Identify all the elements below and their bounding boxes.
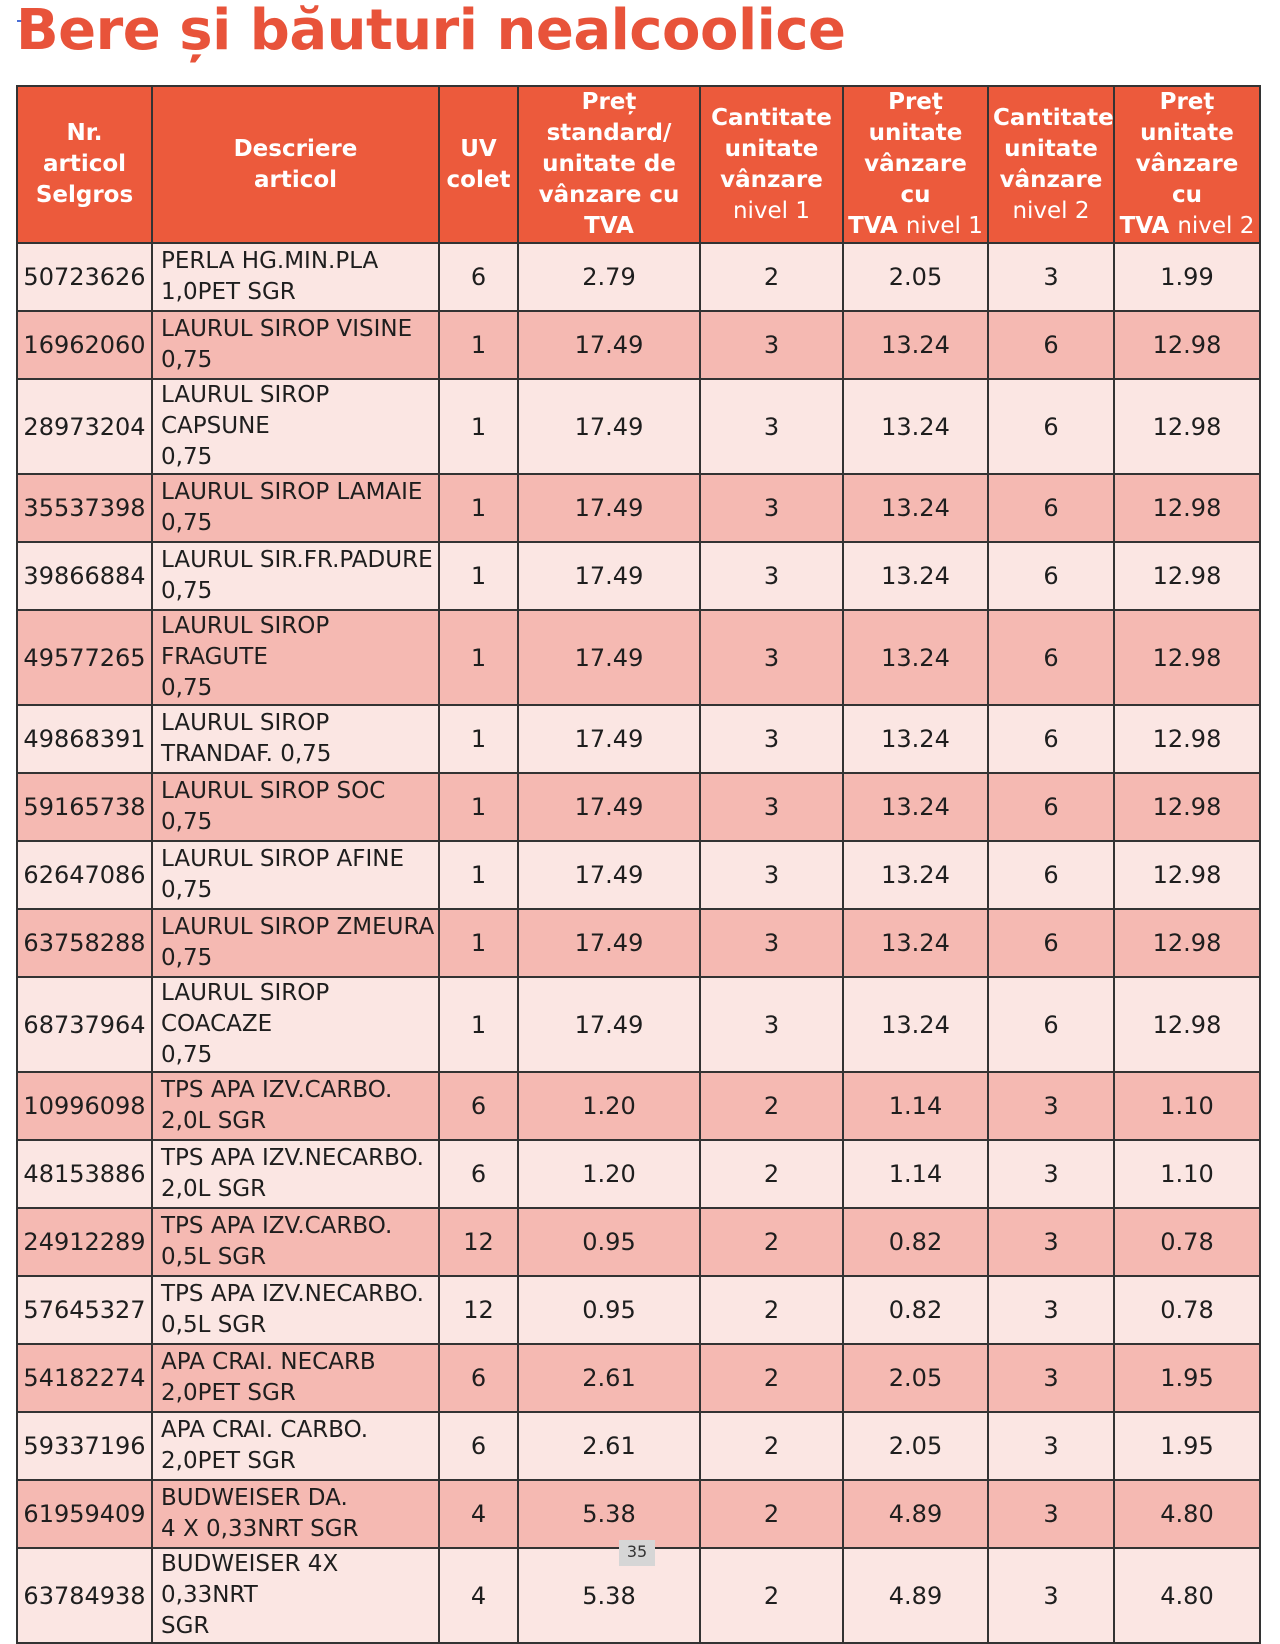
cell-pret-nivel-2: 4.80 <box>1114 1480 1260 1548</box>
cell-uv-colet: 1 <box>439 379 518 474</box>
cell-pret-nivel-1: 13.24 <box>843 474 988 542</box>
cell-cantitate-nivel-2: 3 <box>988 1140 1114 1208</box>
cell-descriere <box>152 379 439 474</box>
desc-line-2: SGR <box>161 1613 210 1639</box>
cell-pret-nivel-2: 12.98 <box>1114 474 1260 542</box>
cell-pret-nivel-1: 13.24 <box>843 773 988 841</box>
cell-cantitate-nivel-1: 3 <box>700 841 843 909</box>
cell-nr-articol: 48153886 <box>17 1140 152 1208</box>
desc-line-1: BUDWEISER DA. <box>161 1485 348 1511</box>
desc-line-2: 0,5L SGR <box>161 1312 267 1338</box>
cell-uv-colet: 12 <box>439 1208 518 1276</box>
cell-pret-standard: 17.49 <box>518 977 700 1072</box>
table-row <box>17 243 1260 311</box>
cell-cantitate-nivel-2: 6 <box>988 610 1114 705</box>
cell-descriere <box>152 610 439 705</box>
cell-cantitate-nivel-2: 6 <box>988 909 1114 977</box>
desc-line-2: 0,75 <box>161 877 213 903</box>
cell-cantitate-nivel-2: 3 <box>988 1412 1114 1480</box>
cell-pret-nivel-1: 13.24 <box>843 379 988 474</box>
desc-line-2: 0,75 <box>161 945 213 971</box>
cell-cantitate-nivel-2: 6 <box>988 773 1114 841</box>
header-cantitate-nivel-1: Cantitate unitate vânzare nivel 1 <box>700 86 843 243</box>
cell-descriere <box>152 1140 439 1208</box>
cell-cantitate-nivel-2: 6 <box>988 977 1114 1072</box>
cell-pret-standard: 5.38 <box>518 1548 700 1643</box>
cell-uv-colet: 1 <box>439 542 518 610</box>
cell-pret-nivel-2: 12.98 <box>1114 610 1260 705</box>
cell-cantitate-nivel-2: 3 <box>988 1480 1114 1548</box>
table-row <box>17 705 1260 773</box>
cell-pret-nivel-1: 4.89 <box>843 1548 988 1643</box>
cell-descriere <box>152 977 439 1072</box>
cell-uv-colet: 1 <box>439 705 518 773</box>
desc-line-2: 0,75 <box>161 809 213 835</box>
cell-cantitate-nivel-2: 3 <box>988 1548 1114 1643</box>
cell-cantitate-nivel-1: 3 <box>700 773 843 841</box>
cell-descriere <box>152 1072 439 1140</box>
cell-pret-nivel-2: 0.78 <box>1114 1276 1260 1344</box>
cell-nr-articol: 54182274 <box>17 1344 152 1412</box>
cell-pret-standard: 0.95 <box>518 1208 700 1276</box>
cell-cantitate-nivel-2: 6 <box>988 705 1114 773</box>
cell-pret-standard: 17.49 <box>518 542 700 610</box>
page-number: 35 <box>619 1540 655 1566</box>
desc-line-1: LAURUL SIROP AFINE <box>161 846 404 872</box>
cell-cantitate-nivel-1: 3 <box>700 379 843 474</box>
cell-uv-colet: 4 <box>439 1480 518 1548</box>
cell-uv-colet: 1 <box>439 841 518 909</box>
cell-nr-articol: 50723626 <box>17 243 152 311</box>
table-row <box>17 474 1260 542</box>
cell-uv-colet: 1 <box>439 474 518 542</box>
cell-pret-standard: 1.20 <box>518 1072 700 1140</box>
cell-pret-nivel-1: 13.24 <box>843 311 988 379</box>
desc-line-1: TPS APA IZV.NECARBO. <box>161 1281 424 1307</box>
cell-nr-articol: 68737964 <box>17 977 152 1072</box>
table-row <box>17 1344 1260 1412</box>
table-row <box>17 1412 1260 1480</box>
cell-pret-nivel-2: 1.95 <box>1114 1412 1260 1480</box>
cell-descriere <box>152 311 439 379</box>
cell-descriere <box>152 909 439 977</box>
cell-pret-nivel-1: 1.14 <box>843 1072 988 1140</box>
cell-uv-colet: 6 <box>439 1140 518 1208</box>
header-pret-nivel-1: Preț unitate vânzare cu TVA nivel 1 <box>843 86 988 243</box>
cell-cantitate-nivel-2: 3 <box>988 1276 1114 1344</box>
cell-nr-articol: 63784938 <box>17 1548 152 1643</box>
header-nr-articol: Nr. articol Selgros <box>17 86 152 243</box>
cell-pret-nivel-1: 0.82 <box>843 1276 988 1344</box>
table-row <box>17 379 1260 474</box>
cell-pret-nivel-1: 13.24 <box>843 909 988 977</box>
desc-line-1: TPS APA IZV.NECARBO. <box>161 1145 424 1171</box>
cell-cantitate-nivel-2: 6 <box>988 841 1114 909</box>
cell-uv-colet: 6 <box>439 1344 518 1412</box>
desc-line-1: LAURUL SIR.FR.PADURE <box>161 547 433 573</box>
header-uv-colet: UV colet <box>439 86 518 243</box>
table-row <box>17 1208 1260 1276</box>
cell-pret-standard: 17.49 <box>518 311 700 379</box>
cell-cantitate-nivel-2: 3 <box>988 1072 1114 1140</box>
cell-descriere <box>152 705 439 773</box>
cell-pret-nivel-2: 12.98 <box>1114 773 1260 841</box>
desc-line-1: TPS APA IZV.CARBO. <box>161 1213 393 1239</box>
cell-pret-nivel-2: 12.98 <box>1114 311 1260 379</box>
cell-pret-standard: 17.49 <box>518 841 700 909</box>
cell-nr-articol: 59165738 <box>17 773 152 841</box>
desc-line-2: 0,75 <box>161 578 213 604</box>
desc-line-1: TPS APA IZV.CARBO. <box>161 1077 393 1103</box>
cell-uv-colet: 1 <box>439 610 518 705</box>
page-title: Bere și băuturi nealcoolice <box>16 0 846 63</box>
cell-pret-nivel-1: 13.24 <box>843 705 988 773</box>
cell-uv-colet: 1 <box>439 909 518 977</box>
cell-descriere <box>152 1548 439 1643</box>
cell-cantitate-nivel-1: 3 <box>700 542 843 610</box>
cell-pret-nivel-2: 12.98 <box>1114 909 1260 977</box>
table-row <box>17 773 1260 841</box>
cell-nr-articol: 28973204 <box>17 379 152 474</box>
cell-descriere <box>152 773 439 841</box>
table-row <box>17 977 1260 1072</box>
cell-cantitate-nivel-1: 3 <box>700 909 843 977</box>
desc-line-1: PERLA HG.MIN.PLA <box>161 248 379 274</box>
cell-cantitate-nivel-2: 6 <box>988 311 1114 379</box>
cell-cantitate-nivel-1: 3 <box>700 705 843 773</box>
cell-cantitate-nivel-1: 2 <box>700 243 843 311</box>
cell-nr-articol: 61959409 <box>17 1480 152 1548</box>
cell-uv-colet: 1 <box>439 311 518 379</box>
cell-descriere <box>152 243 439 311</box>
cell-uv-colet: 6 <box>439 1072 518 1140</box>
cell-cantitate-nivel-1: 2 <box>700 1412 843 1480</box>
cell-pret-standard: 17.49 <box>518 610 700 705</box>
cell-descriere <box>152 542 439 610</box>
cell-nr-articol: 49577265 <box>17 610 152 705</box>
header-cantitate-nivel-2: Cantitate unitate vânzare nivel 2 <box>988 86 1114 243</box>
cell-pret-standard: 2.61 <box>518 1344 700 1412</box>
header-row <box>17 86 1260 243</box>
cell-cantitate-nivel-2: 6 <box>988 379 1114 474</box>
cell-nr-articol: 63758288 <box>17 909 152 977</box>
table-row <box>17 610 1260 705</box>
cell-uv-colet: 1 <box>439 977 518 1072</box>
desc-line-1: LAURUL SIROP CAPSUNE <box>161 382 330 439</box>
cell-nr-articol: 16962060 <box>17 311 152 379</box>
cell-nr-articol: 59337196 <box>17 1412 152 1480</box>
desc-line-2: 0,75 <box>161 347 213 373</box>
cell-pret-standard: 17.49 <box>518 773 700 841</box>
desc-line-1: APA CRAI. NECARB <box>161 1349 376 1375</box>
cell-pret-nivel-2: 1.10 <box>1114 1072 1260 1140</box>
cell-pret-nivel-1: 13.24 <box>843 977 988 1072</box>
cell-pret-standard: 17.49 <box>518 705 700 773</box>
header-pret-standard: Preț standard/ unitate de vânzare cu TVA <box>518 86 700 243</box>
table-row <box>17 542 1260 610</box>
desc-line-1: BUDWEISER 4X 0,33NRT <box>161 1551 339 1608</box>
cell-descriere <box>152 841 439 909</box>
cell-cantitate-nivel-1: 2 <box>700 1072 843 1140</box>
desc-line-2: 1,0PET SGR <box>161 279 296 305</box>
desc-line-1: LAURUL SIROP <box>161 710 330 736</box>
cell-pret-nivel-1: 1.14 <box>843 1140 988 1208</box>
cell-pret-nivel-2: 12.98 <box>1114 379 1260 474</box>
cell-cantitate-nivel-1: 2 <box>700 1208 843 1276</box>
cell-pret-nivel-1: 0.82 <box>843 1208 988 1276</box>
desc-line-2: 2,0L SGR <box>161 1108 267 1134</box>
cell-pret-nivel-2: 1.95 <box>1114 1344 1260 1412</box>
cell-nr-articol: 35537398 <box>17 474 152 542</box>
cell-uv-colet: 12 <box>439 1276 518 1344</box>
cell-nr-articol: 62647086 <box>17 841 152 909</box>
cell-uv-colet: 4 <box>439 1548 518 1643</box>
cell-pret-nivel-2: 12.98 <box>1114 542 1260 610</box>
cell-cantitate-nivel-2: 3 <box>988 243 1114 311</box>
desc-line-2: 0,75 <box>161 444 213 470</box>
cell-pret-nivel-2: 12.98 <box>1114 841 1260 909</box>
cell-pret-nivel-1: 13.24 <box>843 542 988 610</box>
cell-descriere <box>152 1412 439 1480</box>
desc-line-2: 2,0PET SGR <box>161 1448 296 1474</box>
cell-uv-colet: 1 <box>439 773 518 841</box>
cell-cantitate-nivel-1: 3 <box>700 610 843 705</box>
cell-pret-nivel-2: 1.99 <box>1114 243 1260 311</box>
cell-nr-articol: 10996098 <box>17 1072 152 1140</box>
cell-pret-standard: 5.38 <box>518 1480 700 1548</box>
cell-cantitate-nivel-1: 3 <box>700 977 843 1072</box>
cell-cantitate-nivel-1: 2 <box>700 1548 843 1643</box>
cell-pret-nivel-2: 12.98 <box>1114 977 1260 1072</box>
desc-line-2: 0,75 <box>161 1042 213 1068</box>
cell-cantitate-nivel-2: 6 <box>988 474 1114 542</box>
cell-cantitate-nivel-2: 3 <box>988 1208 1114 1276</box>
header-pret-nivel-2: Preț unitate vânzare cu TVA nivel 2 <box>1114 86 1260 243</box>
cell-nr-articol: 39866884 <box>17 542 152 610</box>
cell-nr-articol: 24912289 <box>17 1208 152 1276</box>
desc-line-2: 0,75 <box>161 510 213 536</box>
cell-pret-standard: 17.49 <box>518 379 700 474</box>
desc-line-2: 2,0PET SGR <box>161 1380 296 1406</box>
cell-pret-standard: 0.95 <box>518 1276 700 1344</box>
cell-pret-nivel-1: 2.05 <box>843 1412 988 1480</box>
cell-nr-articol: 57645327 <box>17 1276 152 1344</box>
cell-cantitate-nivel-1: 3 <box>700 474 843 542</box>
cell-cantitate-nivel-1: 2 <box>700 1480 843 1548</box>
cell-pret-nivel-1: 4.89 <box>843 1480 988 1548</box>
cell-pret-standard: 17.49 <box>518 909 700 977</box>
cell-cantitate-nivel-1: 2 <box>700 1344 843 1412</box>
cell-cantitate-nivel-2: 6 <box>988 542 1114 610</box>
cell-nr-articol: 49868391 <box>17 705 152 773</box>
desc-line-1: LAURUL SIROP ZMEURA <box>161 914 435 940</box>
cell-pret-nivel-1: 13.24 <box>843 610 988 705</box>
cell-pret-nivel-2: 1.10 <box>1114 1140 1260 1208</box>
cell-cantitate-nivel-1: 3 <box>700 311 843 379</box>
cell-pret-nivel-1: 13.24 <box>843 841 988 909</box>
desc-line-1: LAURUL SIROP COACAZE <box>161 980 330 1037</box>
table-row <box>17 1140 1260 1208</box>
cell-pret-nivel-1: 2.05 <box>843 1344 988 1412</box>
desc-line-2: 0,75 <box>161 675 213 701</box>
cell-pret-standard: 1.20 <box>518 1140 700 1208</box>
desc-line-1: APA CRAI. CARBO. <box>161 1417 369 1443</box>
desc-line-2: TRANDAF. 0,75 <box>161 741 332 767</box>
cell-descriere <box>152 1480 439 1548</box>
cell-cantitate-nivel-1: 2 <box>700 1276 843 1344</box>
table-row <box>17 1276 1260 1344</box>
cell-pret-nivel-2: 0.78 <box>1114 1208 1260 1276</box>
cell-pret-standard: 17.49 <box>518 474 700 542</box>
cell-cantitate-nivel-1: 2 <box>700 1140 843 1208</box>
cell-pret-nivel-2: 12.98 <box>1114 705 1260 773</box>
table-row <box>17 1480 1260 1548</box>
header-descriere: Descriere articol <box>152 86 439 243</box>
desc-line-1: LAURUL SIROP SOC <box>161 778 386 804</box>
desc-line-1: LAURUL SIROP LAMAIE <box>161 479 423 505</box>
desc-line-1: LAURUL SIROP VISINE <box>161 316 413 342</box>
cell-pret-standard: 2.79 <box>518 243 700 311</box>
table-row <box>17 909 1260 977</box>
cell-descriere <box>152 474 439 542</box>
table-row <box>17 841 1260 909</box>
desc-line-2: 0,5L SGR <box>161 1244 267 1270</box>
desc-line-1: LAURUL SIROP FRAGUTE <box>161 613 330 670</box>
cell-cantitate-nivel-2: 3 <box>988 1344 1114 1412</box>
desc-line-2: 4 X 0,33NRT SGR <box>161 1516 359 1542</box>
cell-pret-nivel-2: 4.80 <box>1114 1548 1260 1643</box>
cell-uv-colet: 6 <box>439 243 518 311</box>
cell-pret-nivel-1: 2.05 <box>843 243 988 311</box>
table-row <box>17 1072 1260 1140</box>
table-row <box>17 311 1260 379</box>
cell-descriere <box>152 1208 439 1276</box>
cell-uv-colet: 6 <box>439 1412 518 1480</box>
price-table <box>16 85 1261 1644</box>
cell-descriere <box>152 1344 439 1412</box>
desc-line-2: 2,0L SGR <box>161 1176 267 1202</box>
cell-descriere <box>152 1276 439 1344</box>
cell-pret-standard: 2.61 <box>518 1412 700 1480</box>
